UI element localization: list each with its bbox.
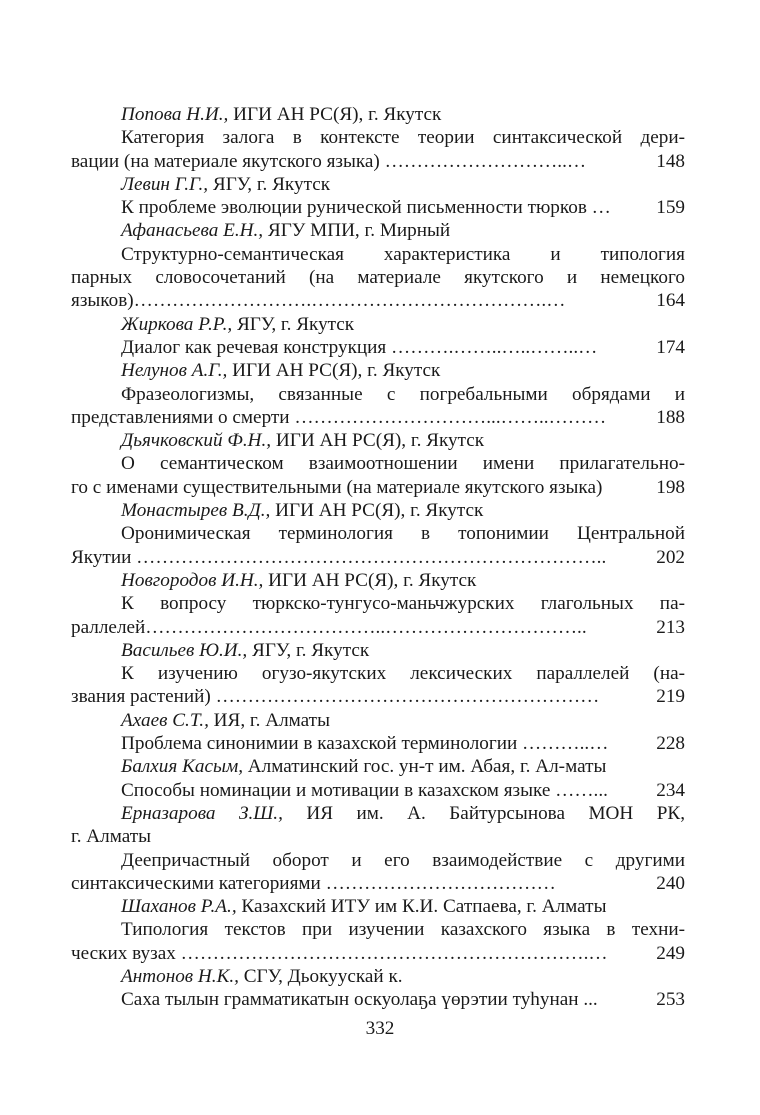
- entry-title-line: ческих вузах ……………………………………………………….…: [71, 942, 608, 964]
- entry-page-number: 198: [656, 476, 685, 498]
- author-name: Монастырев В.Д.,: [121, 500, 271, 522]
- entry-title-line: К изучению огузо-якутских лексических параллелей (на-: [121, 663, 685, 685]
- entry-author-line: [71, 569, 685, 592]
- entry-title-line: раллелей………………………………..…………………………..: [71, 616, 587, 638]
- author-affiliation: ИГИ АН РС(Я), г. Якутск: [271, 430, 485, 452]
- entry-title-line: Оронимическая терминология в топонимии Центральной: [121, 523, 685, 545]
- author-affiliation: ЯГУ МПИ, г. Мирный: [263, 220, 451, 242]
- entry-page-number: 148: [656, 150, 685, 172]
- entry-title-line: звания растений) ……………………………………………………: [71, 686, 600, 708]
- entry-title-row: [71, 150, 685, 173]
- entry-author-line: [71, 359, 685, 382]
- entry-title-line: К вопросу тюркско-тунгусо-маньчжурских глагольных па-: [121, 593, 685, 615]
- entry-title-line: Способы номинации и мотивации в казахском языке ……...: [121, 779, 608, 801]
- author-name: Ерназарова З.Ш.,: [121, 802, 283, 824]
- entry-author-line: [71, 219, 685, 242]
- entry-title-row: [71, 685, 685, 708]
- toc-entry: [71, 802, 685, 895]
- author-affiliation: ИГИ АН РС(Я), г. Якутск: [227, 360, 441, 382]
- entry-title-line: синтаксическими категориями ………………………………: [71, 872, 556, 894]
- toc-entry: [71, 313, 685, 360]
- entry-title-line: Категория залога в контексте теории синтаксической дери-: [121, 127, 685, 149]
- entry-title-line: парных словосочетаний (на материале якутского и немецкого: [71, 267, 685, 289]
- toc-entry: [71, 499, 685, 569]
- toc-entry: [71, 965, 685, 1012]
- entry-title-row: [71, 872, 685, 895]
- toc-entry: [71, 219, 685, 312]
- toc-entry: [71, 709, 685, 756]
- entry-title-line: го с именами существительными (на материале якутского языка): [71, 476, 603, 498]
- author-name: Попова Н.И.,: [121, 104, 229, 125]
- entry-title-row: [71, 546, 685, 569]
- entry-title-line: вации (на материале якутского языка) ………………………..…: [71, 150, 587, 172]
- entry-title-line: Деепричастный оборот и его взаимодействие с другими: [121, 849, 685, 871]
- author-affiliation: ИГИ АН РС(Я), г. Якутск: [263, 569, 477, 591]
- author-affiliation: ИЯ, г. Алматы: [208, 709, 330, 731]
- author-name: Левин Г.Г.,: [121, 173, 209, 195]
- toc-entry: [71, 429, 685, 499]
- entry-author-line: [71, 895, 685, 918]
- table-of-contents: [71, 103, 685, 1012]
- entry-author-line: [71, 429, 685, 452]
- author-affiliation: ИГИ АН РС(Я), г. Якутск: [270, 500, 484, 522]
- entry-page-number: 249: [656, 942, 685, 964]
- author-name: Шаханов Р.А.,: [121, 896, 237, 918]
- entry-title-row: [71, 336, 685, 359]
- entry-title-row: [71, 476, 685, 499]
- entry-page-number: 253: [656, 989, 685, 1011]
- entry-page-number: 164: [656, 290, 685, 312]
- author-affiliation: Казахский ИТУ им К.И. Сатпаева, г. Алматы: [236, 896, 607, 918]
- entry-page-number: 213: [656, 616, 685, 638]
- entry-title-line: представлениями о смерти …………………………...……..………: [71, 406, 607, 428]
- author-name: Дьячковский Ф.Н.,: [121, 430, 272, 452]
- entry-title-row: [71, 616, 685, 639]
- entry-title-line: Проблема синонимии в казахской терминологии ………..…: [121, 733, 609, 755]
- author-affiliation: ЯГУ, г. Якутск: [208, 173, 331, 195]
- author-name: Антонов Н.К.,: [121, 965, 239, 987]
- toc-entry: [71, 103, 685, 173]
- entry-author-line: [71, 103, 685, 126]
- entry-title-line: языков)……………………….……………………………….…: [71, 290, 566, 312]
- toc-entry: [71, 569, 685, 639]
- author-name: Балхия Касым,: [121, 756, 243, 778]
- entry-page-number: 240: [656, 872, 685, 894]
- entry-author-line: [71, 965, 685, 988]
- toc-entry: [71, 173, 685, 220]
- author-name: Жиркова Р.Р.,: [121, 313, 233, 335]
- entry-author-line: [71, 499, 685, 522]
- entry-page-number: 228: [656, 733, 685, 755]
- entry-author-line: [71, 755, 685, 778]
- toc-entry: [71, 639, 685, 709]
- entry-author-line: [71, 802, 685, 825]
- entry-title-row: [71, 289, 685, 312]
- entry-author-line: [71, 709, 685, 732]
- entry-title-line: Саха тылын грамматикатын оскуолаҕа үөрэтии туһунан ...: [121, 989, 598, 1011]
- entry-title-line: Фразеологизмы, связанные с погребальными обрядами и: [121, 383, 685, 405]
- entry-author-line: [71, 173, 685, 196]
- entry-title-line: О семантическом взаимоотношении имени прилагательно-: [121, 453, 685, 475]
- author-name: Васильев Ю.И.,: [121, 639, 248, 661]
- toc-entry: [71, 755, 685, 802]
- author-affiliation: СГУ, Дьокуускай к.: [238, 965, 403, 987]
- toc-entry: [71, 895, 685, 965]
- entry-title-row: [71, 779, 685, 802]
- author-name: Нелунов А.Г.,: [121, 360, 228, 382]
- author-affiliation: ИЯ им. А. Байтурсынова МОН РК,: [282, 802, 685, 824]
- author-name: Ахаев С.Т.,: [121, 709, 209, 731]
- entry-title-line: Структурно-семантическая характеристика и типология: [121, 243, 685, 265]
- entry-title-row: [71, 406, 685, 429]
- entry-title-row: [71, 942, 685, 965]
- author-affiliation: ИГИ АН РС(Я), г. Якутск: [228, 104, 442, 125]
- entry-page-number: 202: [656, 546, 685, 568]
- entry-page-number: 234: [656, 779, 685, 801]
- author-affiliation: ЯГУ, г. Якутск: [232, 313, 355, 335]
- page-number: 332: [365, 1018, 395, 1039]
- entry-page-number: 188: [656, 406, 685, 428]
- toc-entry: [71, 359, 685, 429]
- author-affiliation: ЯГУ, г. Якутск: [247, 639, 370, 661]
- entry-author-line: [71, 639, 685, 662]
- entry-page-number: 219: [656, 686, 685, 708]
- entry-title-line: Якутии ………………………………………………………………..: [71, 546, 607, 568]
- entry-title-line: Типология текстов при изучении казахского языка в техни-: [121, 919, 685, 941]
- entry-page-number: 159: [656, 197, 685, 219]
- entry-title-line: Диалог как речевая конструкция ……….……..…..……..…: [121, 336, 598, 358]
- entry-title-row: [71, 988, 685, 1011]
- entry-author-line: [71, 313, 685, 336]
- entry-title-row: [71, 732, 685, 755]
- author-name: Новгородов И.Н.,: [121, 569, 264, 591]
- author-affiliation-cont: г. Алматы: [71, 826, 152, 848]
- author-name: Афанасьева Е.Н.,: [121, 220, 264, 242]
- author-affiliation: Алматинский гос. ун-т им. Абая, г. Ал-маты: [243, 756, 607, 778]
- entry-title-row: [71, 196, 685, 219]
- entry-title-line: К проблеме эволюции рунической письменности тюрков …: [121, 197, 611, 219]
- entry-page-number: 174: [656, 336, 685, 358]
